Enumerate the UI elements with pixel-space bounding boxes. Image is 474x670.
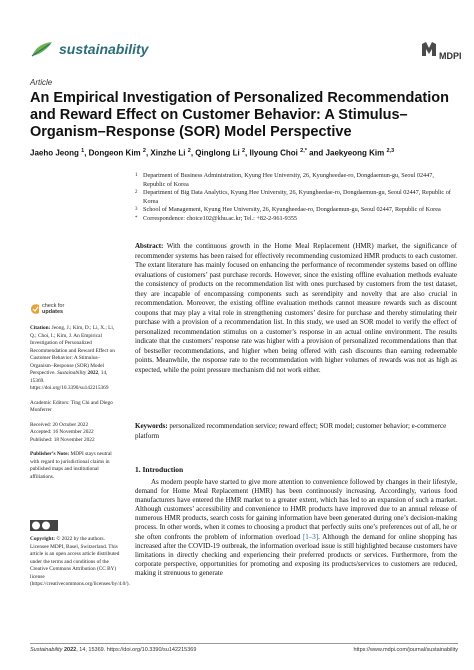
journal-url-link[interactable]: https://www.mdpi.com/journal/sustainability — [353, 647, 458, 653]
author[interactable]: Dongeon Kim — [88, 148, 141, 158]
author[interactable]: Ilyoung Choi — [249, 148, 298, 158]
keywords-text: personalized recommendation service; reward effect; SOR model; customer behavior; e-commerce platform — [135, 422, 447, 440]
sidebar-metadata — [30, 325, 120, 488]
sustainability-logo-icon — [30, 40, 54, 60]
article-type: Article — [30, 78, 53, 87]
author[interactable]: Jaekyeong Kim — [325, 148, 385, 158]
copyright: Copyright: © 2022 by the authors. Licensee MDPI, Basel, Switzerland. This article is an open access article distributed under the terms and conditions of the Creative Commons Attribution (CC BY) license (https://creativecommons.org/licenses/by/4.0/). — [30, 536, 130, 587]
dates: Received: 20 October 2022 Accepted: 16 November 2022 Published: 18 November 2022 — [30, 421, 95, 443]
abstract — [135, 242, 457, 375]
check-for-updates[interactable]: check for updates — [42, 303, 65, 315]
abstract-text: With the continuous growth in the Home Meal Replacement (HMR) market, the significance of recommender systems has been raised for effectively recommending customized HMR products to each customer. The extant literature has mainly focused on enhancing the performance of recommender systems based on offline evaluations of customers’ past purchase records. However, since the existing offline evaluation methods evaluate the consistency of products on the recommendation list with ones purchased by customers from the test dataset, they are incapable of encompassing components such as serendipity and novelty that are also crucial in recommendation. Moreover, the existing offline evaluation methods cannot measure rewards such as discount coupons that may play a vital role in strengthening customers’ desire for purchase and thereby stimulating their purchase with a provision of a recommendation list. In this study, we used an SOR model to verify the effect of personalized recommendation stimulus on a customer’s response in an actual online environment. The results indicate that the customers’ response rate was higher with a provision of personalized recommendations than that of bestseller recommendations, and higher when being offered with cash discounts than earning redeemable points. Meanwhile, the response rate to the recommendation with higher volumes of rewards was not as high as expected, while the point pressure mechanism did not work either. — [135, 242, 458, 374]
publisher-note: Publisher’s Note: MDPI stays neutral with regard to jurisdictional claims in published maps and institutional affiliations. — [30, 451, 112, 480]
cc-by-license-icon[interactable] — [30, 520, 58, 531]
affiliation-item: 1 Department of Business Administration, Kyung Hee University, 26, Kyungheedae-ro, Dongdaemun-gu, Seoul 02447, Republic of Korea — [135, 172, 434, 188]
affiliation-item: 3 School of Management, Kyung Hee University, 26, Kyungheedae-ro, Dongdaemun-gu, Seoul 02447, Republic of Korea — [135, 206, 441, 214]
publisher-name: MDPI — [439, 51, 462, 61]
affiliations — [135, 172, 455, 224]
paper-title: An Empirical Investigation of Personalized Recommendation and Reward Effect on Customer Behavior: A Stimulus–Organism–Response (SOR) Model Perspective — [30, 90, 449, 140]
author[interactable]: Xinzhe Li — [150, 148, 186, 158]
keywords-label: Keywords: — [135, 422, 168, 430]
mdpi-logo-icon — [420, 40, 438, 58]
check-for-updates-icon[interactable] — [30, 303, 40, 315]
author-list: Jaeho Jeong $^1$, Dongeon Kim $^2$, Xinzhe Li $^2$, Qinglong Li $^2$, Ilyoung Choi $^{2,*}$ and Jaekyeong Kim $^{2,3}$ — [30, 148, 395, 158]
introduction-text: As modern people have started to give more attention to convenience followed by changes in their lifestyle, demand for Home Meal Replacement (HMR) has been continuously increasing. Accordingly, various food manufacturers have entered the HMR market to a greater extent, which has led to an expansion of such a market. Although customers’ accessibility and convenience to HMR products have improved due to an annual release of numerous HMR products, search costs for gaining information have been generated during one’s decision-making process. In other words, when it comes to choosing a product that perfectly suits one’s preferences out of all, he or she often confronts the problem of information overload [1–3]. Although the demand for online shopping has increased after the COVID-19 outbreak, the information overload issue is still highlighted because customers have limitations in directly checking and experiencing their preferred products or services. Furthermore, from the corporate perspective, opportunities for promoting and exposing its products/services to customers are reduced, making it strenuous to generate — [135, 478, 457, 577]
journal-name: sustainability — [59, 41, 149, 57]
footer-divider — [30, 643, 458, 644]
author[interactable]: Jaeho Jeong — [30, 148, 79, 158]
affiliation-item: 2 Department of Big Data Analytics, Kyung Hee University, 26, Kyungheedae-ro, Dongdaemun-gu, Seoul 02447, Republic of Korea — [135, 189, 451, 205]
citation-link[interactable]: [1–3] — [302, 532, 319, 541]
correspondence: * Correspondence: choice102@khu.ac.kr; Tel.: +82-2-961-9355 — [135, 214, 298, 222]
author[interactable]: Qinglong Li — [195, 148, 240, 158]
citation: Citation: Jeong, J.; Kim, D.; Li, X.; Li, Q.; Choi, I.; Kim, J. An Empirical Investigation of Personalized Recommendation and Reward Effect on Customer Behavior: A Stimulus–Organism–Response (SOR) Model Perspective. Sustainability 2022, 14, 15369. https://doi.org/10.3390/su142215369 — [30, 325, 115, 391]
abstract-label: Abstract: — [135, 242, 164, 250]
academic-editors: Academic Editors: Ting Chi and Diego Monferrer — [30, 399, 113, 413]
keywords — [135, 422, 457, 441]
page-footer: Sustainability 2022, 14, 15369. https://doi.org/10.3390/su142215369 https://www.mdpi.com/journal/sustainability — [30, 647, 458, 653]
section-heading: 1. Introduction — [135, 465, 184, 474]
